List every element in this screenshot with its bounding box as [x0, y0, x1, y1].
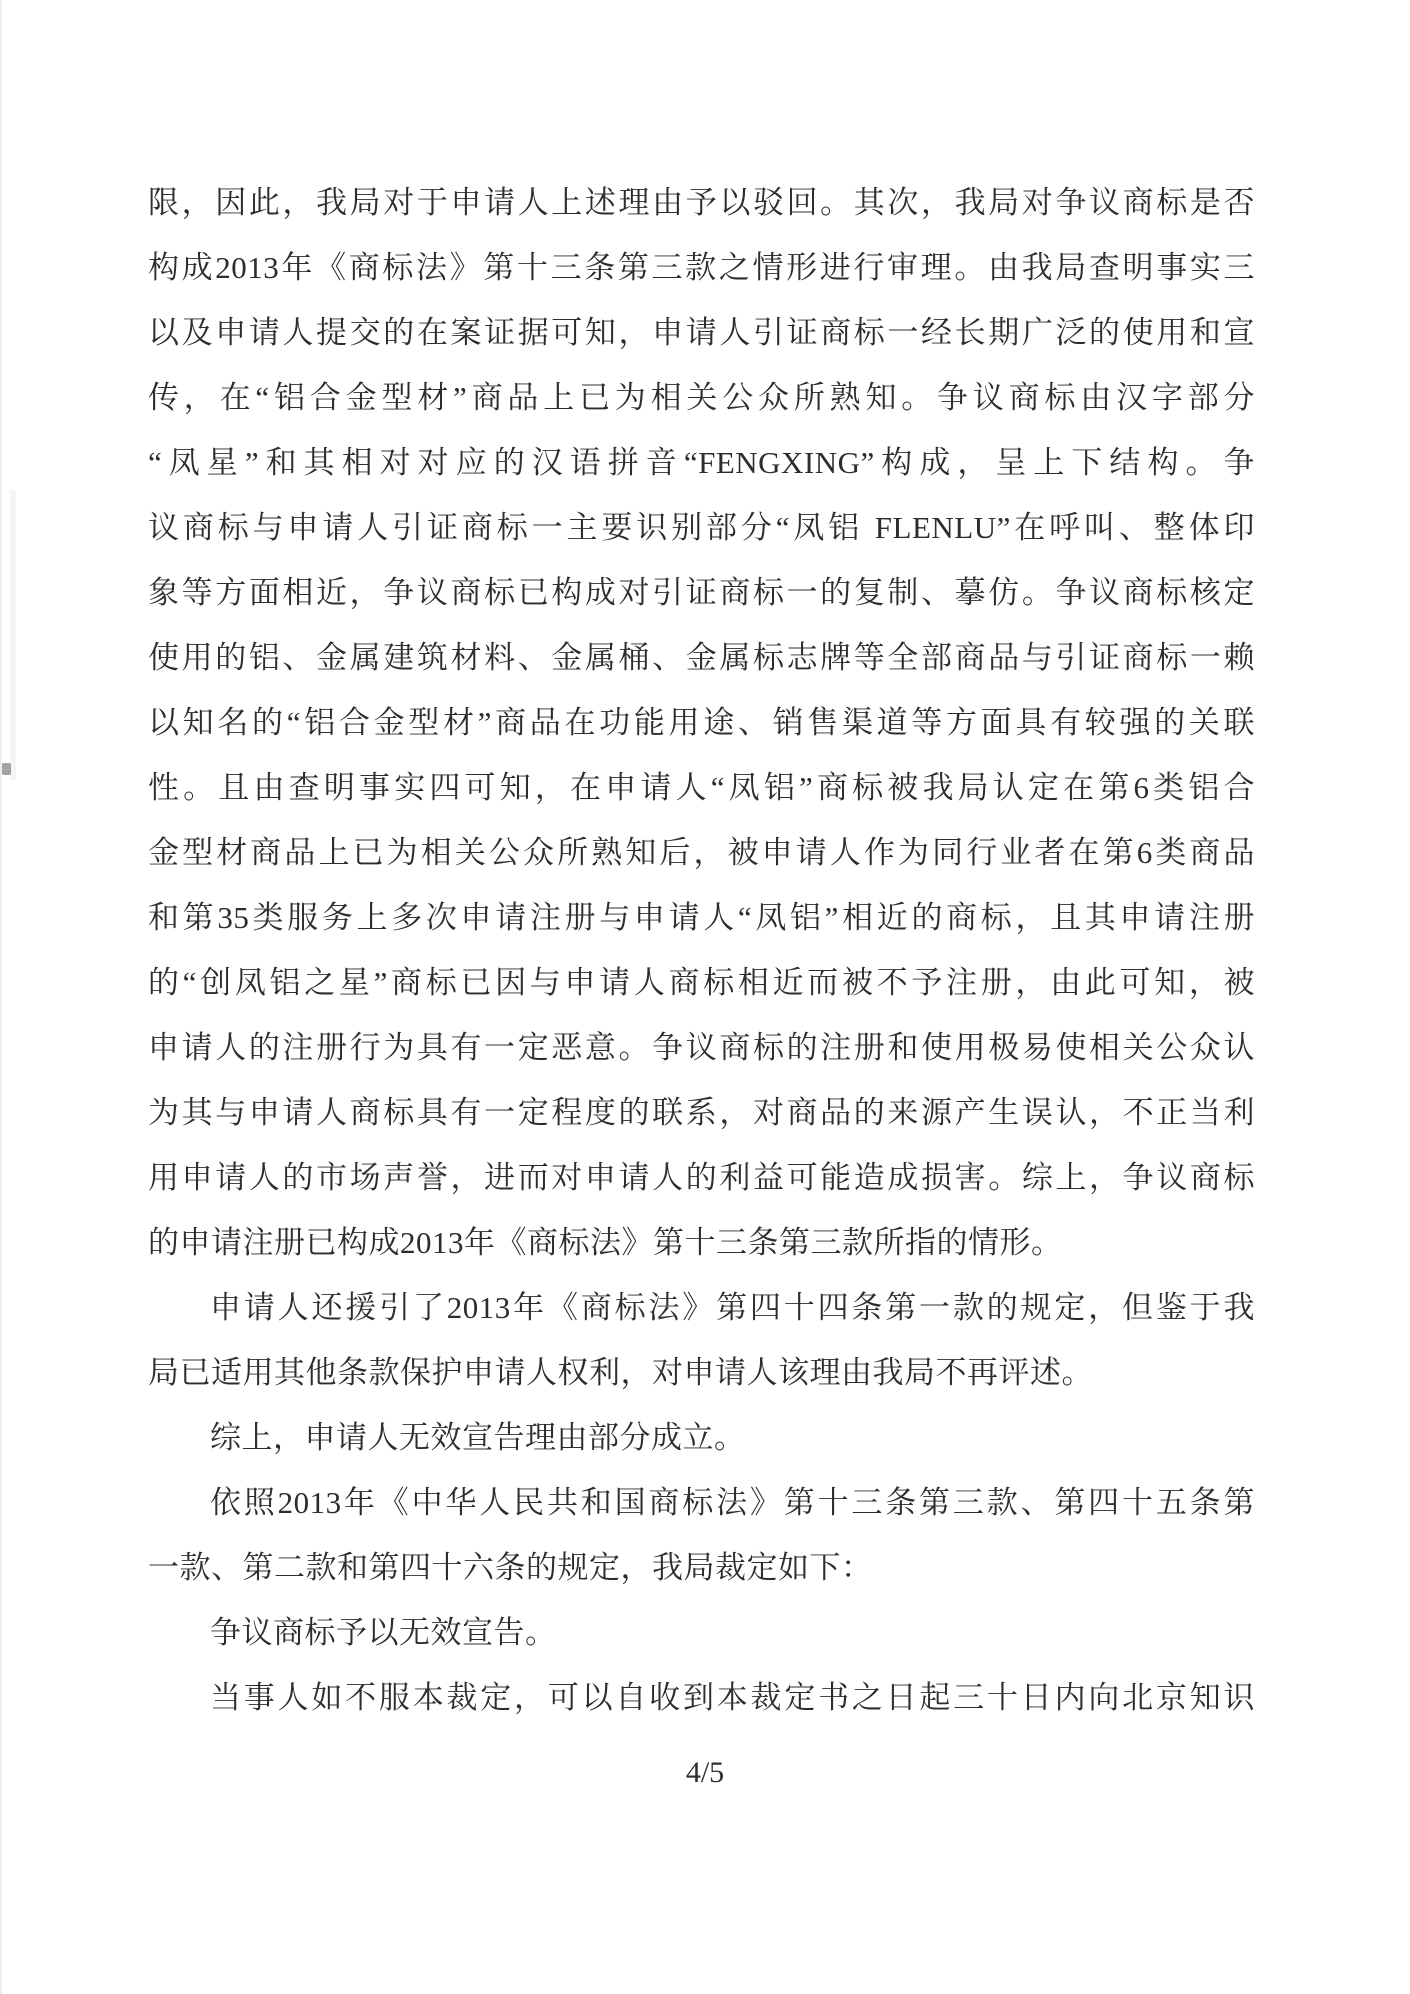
text-line: 使用的铝、金属建筑材料、金属桶、金属标志牌等全部商品与引证商标一赖 [148, 640, 1255, 675]
text-line: 传，在“铝合金型材”商品上已为相关公众所熟知。争议商标由汉字部分 [148, 380, 1255, 415]
text-line: 金型材商品上已为相关公众所熟知后，被申请人作为同行业者在第6类商品 [148, 835, 1255, 870]
text-line: 用申请人的市场声誉，进而对申请人的利益可能造成损害。综上，争议商标 [148, 1160, 1255, 1195]
text-line: 限，因此，我局对于申请人上述理由予以驳回。其次，我局对争议商标是否 [148, 185, 1255, 220]
text-line: 申请人还援引了2013年《商标法》第四十四条第一款的规定，但鉴于我 [210, 1290, 1255, 1325]
scan-speck-artifact [2, 763, 11, 775]
text-line: 的“创凤铝之星”商标已因与申请人商标相近而被不予注册，由此可知，被 [148, 965, 1255, 1000]
text-line: “凤星”和其相对对应的汉语拼音“FENGXING”构成，呈上下结构。争 [148, 445, 1255, 480]
text-line: 性。且由查明事实四可知，在申请人“凤铝”商标被我局认定在第6类铝合 [148, 770, 1255, 805]
text-line: 一款、第二款和第四十六条的规定，我局裁定如下： [148, 1550, 873, 1585]
text-line: 构成2013年《商标法》第十三条第三款之情形进行审理。由我局查明事实三 [148, 250, 1255, 285]
text-line: 以及申请人提交的在案证据可知，申请人引证商标一经长期广泛的使用和宣 [148, 315, 1255, 350]
text-line: 为其与申请人商标具有一定程度的联系，对商品的来源产生误认，不正当利 [148, 1095, 1255, 1130]
text-line: 和第35类服务上多次申请注册与申请人“凤铝”相近的商标，且其申请注册 [148, 900, 1255, 935]
text-block [148, 170, 1255, 1730]
text-line: 议商标与申请人引证商标一主要识别部分“凤铝 FLENLU”在呼叫、整体印 [148, 510, 1255, 545]
text-line: 申请人的注册行为具有一定恶意。争议商标的注册和使用极易使相关公众认 [148, 1030, 1255, 1065]
text-line: 以知名的“铝合金型材”商品在功能用途、销售渠道等方面具有较强的关联 [148, 705, 1255, 740]
text-line: 局已适用其他条款保护申请人权利，对申请人该理由我局不再评述。 [148, 1355, 1093, 1390]
text-line: 争议商标予以无效宣告。 [210, 1615, 557, 1650]
scan-strip-artifact [10, 490, 16, 780]
text-line: 依照2013年《中华人民共和国商标法》第十三条第三款、第四十五条第 [210, 1485, 1255, 1520]
text-line: 综上，申请人无效宣告理由部分成立。 [210, 1420, 746, 1455]
page-number: 4/5 [685, 1756, 725, 1789]
text-line: 象等方面相近，争议商标已构成对引证商标一的复制、摹仿。争议商标核定 [148, 575, 1255, 610]
scan-edge-artifact [0, 0, 3, 1994]
text-line: 当事人如不服本裁定，可以自收到本裁定书之日起三十日内向北京知识 [210, 1680, 1255, 1715]
text-line: 的申请注册已构成2013年《商标法》第十三条第三款所指的情形。 [148, 1225, 1063, 1260]
